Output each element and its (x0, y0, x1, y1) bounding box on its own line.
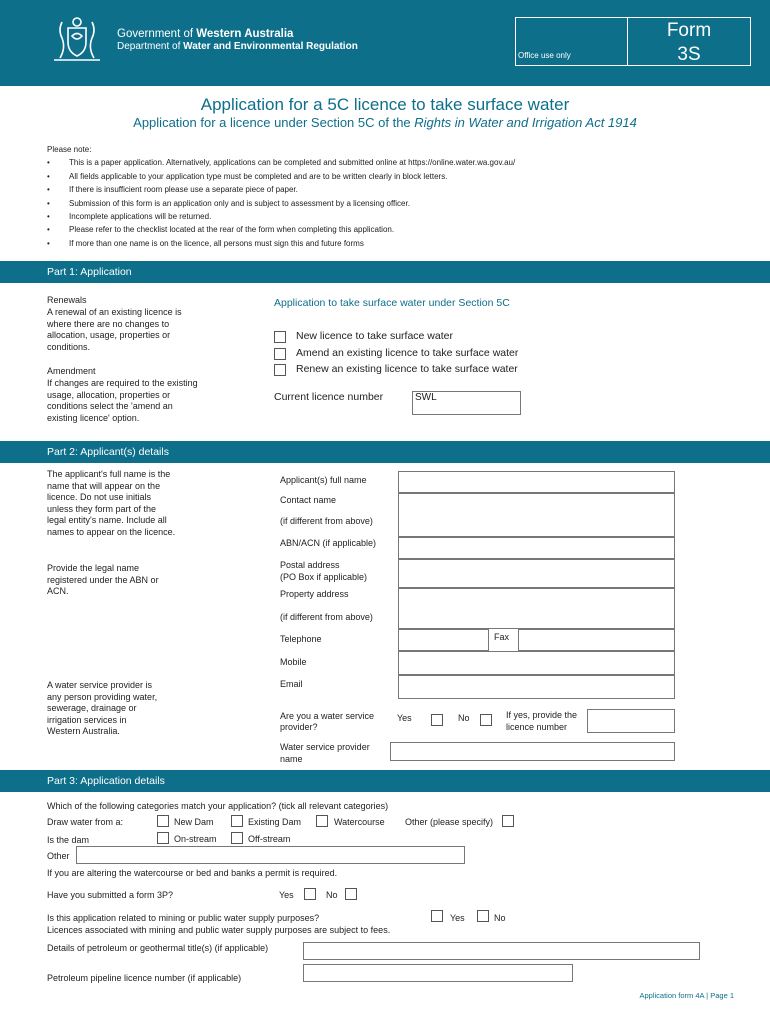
amendment-title: Amendment (47, 366, 96, 376)
mining-question: Is this application related to mining or public water supply purposes? (47, 913, 320, 923)
categories-question: Which of the following categories match your application? (tick all relevant categories) (47, 801, 389, 811)
wsp-question-line2: provider? (280, 722, 318, 732)
on-stream-label: On-stream (174, 834, 217, 844)
new-licence-checkbox[interactable] (274, 331, 286, 343)
office-use-label: Office use only (518, 51, 571, 60)
mobile-field[interactable] (398, 651, 675, 675)
wsp-name-field[interactable] (390, 742, 675, 761)
wsp-yes-checkbox[interactable] (431, 714, 443, 726)
current-licence-field[interactable] (412, 391, 521, 415)
page-title: Application for a 5C licence to take surface water (200, 95, 570, 114)
existing-dam-label: Existing Dam (248, 817, 302, 827)
email-label: Email (280, 679, 303, 689)
mining-fee-note: Licences associated with mining and public water supply purposes are subject to fees. (47, 925, 391, 935)
property-address-field[interactable] (398, 588, 675, 629)
renew-licence-label: Renew an existing licence to take surface water (296, 363, 518, 375)
dam-label: Is the dam (47, 835, 90, 845)
new-dam-checkbox[interactable] (157, 815, 169, 827)
contact-name-field[interactable] (398, 493, 675, 537)
form3p-no-checkbox[interactable] (345, 888, 357, 900)
water-service-provider-help: A water service provider is any person providing water, sewerage, drainage or irrigation services in Western Australia. (47, 680, 158, 736)
wsp-no-checkbox[interactable] (480, 714, 492, 726)
new-licence-label: New licence to take surface water (296, 330, 453, 342)
government-name: Government of Western Australia (117, 28, 294, 40)
mining-yes-label: Yes (450, 913, 465, 923)
po-box-label: (PO Box if applicable) (280, 572, 368, 582)
fax-label: Fax (494, 632, 510, 642)
part2-band: Part 2: Applicant(s) details (0, 441, 770, 463)
postal-address-label: Postal address (280, 560, 340, 570)
wsp-question-line1: Are you a water service (280, 711, 375, 721)
department-name: Department of Water and Environmental Regulation (117, 41, 358, 52)
fax-field[interactable] (518, 629, 675, 651)
mining-no-label: No (494, 913, 506, 923)
on-stream-checkbox[interactable] (157, 832, 169, 844)
amend-licence-checkbox[interactable] (274, 348, 286, 360)
new-dam-label: New Dam (174, 817, 214, 827)
altering-note: If you are altering the watercourse or bed and banks a permit is required. (47, 868, 338, 878)
abn-label: ABN/ACN (if applicable) (280, 538, 377, 548)
mining-no-checkbox[interactable] (477, 910, 489, 922)
form3p-yes-checkbox[interactable] (304, 888, 316, 900)
mining-yes-checkbox[interactable] (431, 910, 443, 922)
watercourse-checkbox[interactable] (316, 815, 328, 827)
form3p-question: Have you submitted a form 3P? (47, 890, 174, 900)
if-different-label: (if different from above) (280, 612, 373, 622)
part1-heading: Application to take surface water under Section 5C (274, 297, 510, 309)
part1-band: Part 1: Application (0, 261, 770, 283)
form3p-yes-label: Yes (279, 890, 294, 900)
notes-heading: Please note: (47, 145, 92, 154)
full-name-label: Applicant(s) full name (280, 475, 367, 485)
property-address-label: Property address (280, 589, 349, 599)
pipeline-label: Petroleum pipeline licence number (if applicable) (47, 973, 242, 983)
other-label: Other (47, 851, 70, 861)
off-stream-checkbox[interactable] (231, 832, 243, 844)
if-different-label: (if different from above) (280, 516, 373, 526)
form-number: 3S (677, 44, 701, 65)
form3p-no-label: No (326, 890, 338, 900)
page-footer: Application form 4A | Page 1 (639, 991, 734, 1000)
wsp-licence-number-field[interactable] (587, 709, 675, 733)
telephone-field[interactable] (398, 629, 489, 651)
applicant-name-help: The applicant's full name is the name that will appear on the licence. Do not use initials unless they form part of the legal entity's name. Include all names to appear on the licence. (47, 469, 176, 537)
wsp-name-line2: name (280, 754, 303, 764)
existing-dam-checkbox[interactable] (231, 815, 243, 827)
wsp-yes-label: Yes (397, 713, 412, 723)
amendment-text: If changes are required to the existing usage, allocation, properties or conditions select the 'amend an existing licence' option. (47, 378, 198, 423)
abn-field[interactable] (398, 537, 675, 559)
renewals-title: Renewals (47, 295, 87, 305)
petroleum-field[interactable] (303, 942, 700, 960)
licence-prefix: SWL (415, 392, 437, 403)
postal-address-field[interactable] (398, 559, 675, 588)
mobile-label: Mobile (280, 657, 307, 667)
applicant-full-name-field[interactable] (398, 471, 675, 493)
wsp-name-line1: Water service provider (280, 742, 370, 752)
if-yes-line1: If yes, provide the (506, 710, 578, 720)
coat-of-arms-icon (48, 14, 106, 68)
renew-licence-checkbox[interactable] (274, 364, 286, 376)
pipeline-field[interactable] (303, 964, 573, 982)
page-subtitle: Application for a licence under Section 5C of the Rights in Water and Irrigation Act 1914 (133, 115, 637, 130)
amend-licence-label: Amend an existing licence to take surface water (296, 347, 519, 359)
email-field[interactable] (398, 675, 675, 699)
other-specify-label: Other (please specify) (405, 817, 494, 827)
header-banner (0, 0, 770, 86)
if-yes-line2: licence number (506, 722, 568, 732)
other-specify-checkbox[interactable] (502, 815, 514, 827)
renewals-text: A renewal of an existing licence is where there are no changes to allocation, usage, properties or conditions. (47, 307, 182, 352)
off-stream-label: Off-stream (248, 834, 291, 844)
current-licence-label: Current licence number (274, 391, 384, 403)
draw-water-label: Draw water from a: (47, 817, 124, 827)
wsp-no-label: No (458, 713, 470, 723)
other-field[interactable] (76, 846, 465, 864)
petroleum-label: Details of petroleum or geothermal title(s) (if applicable) (47, 943, 269, 953)
telephone-label: Telephone (280, 634, 322, 644)
form-word: Form (666, 20, 712, 41)
contact-name-label: Contact name (280, 495, 337, 505)
part3-band: Part 3: Application details (0, 770, 770, 792)
watercourse-label: Watercourse (334, 817, 385, 827)
abn-help: Provide the legal name registered under the ABN or ACN. (47, 563, 159, 596)
